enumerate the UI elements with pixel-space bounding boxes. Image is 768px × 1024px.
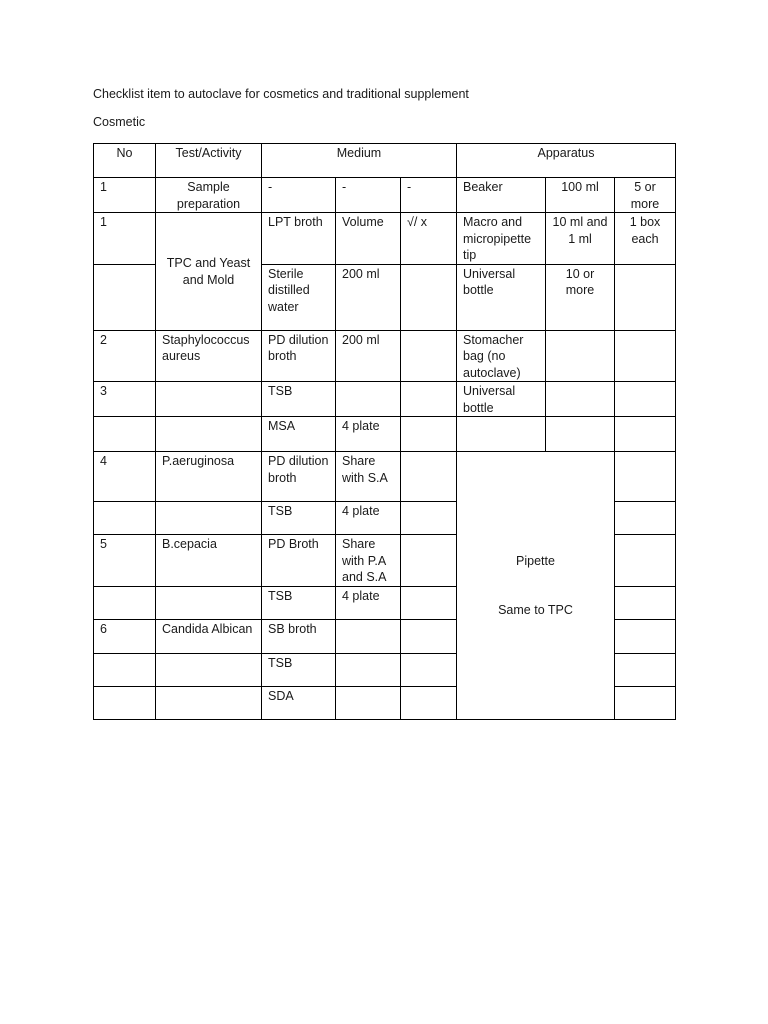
cell-apparatus-size bbox=[546, 417, 615, 452]
cell-apparatus-size: 10 or more bbox=[546, 264, 615, 330]
header-medium: Medium bbox=[262, 144, 457, 178]
cell-medium-check bbox=[401, 586, 457, 619]
cell-apparatus: Macro and micropipette tip bbox=[457, 213, 546, 265]
cell-no bbox=[94, 586, 156, 619]
cell-no: 3 bbox=[94, 382, 156, 417]
cell-medium-amount: 4 plate bbox=[336, 502, 401, 535]
cell-test bbox=[156, 502, 262, 535]
cell-test: P.aeruginosa bbox=[156, 452, 262, 502]
cell-medium-amount bbox=[336, 619, 401, 653]
cell-apparatus-qty: 5 or more bbox=[615, 178, 676, 213]
cell-no: 1 bbox=[94, 178, 156, 213]
cell-apparatus-qty: 1 box each bbox=[615, 213, 676, 265]
table-row bbox=[94, 178, 676, 213]
cell-test: Sample preparation bbox=[156, 178, 262, 213]
cell-apparatus-size bbox=[546, 330, 615, 382]
cell-medium-amount: 4 plate bbox=[336, 586, 401, 619]
cell-medium-check bbox=[401, 452, 457, 502]
cell-medium: Sterile distilled water bbox=[262, 264, 336, 330]
cell-medium-amount bbox=[336, 382, 401, 417]
cell-medium-amount bbox=[336, 653, 401, 686]
cell-medium: LPT broth bbox=[262, 213, 336, 265]
cell-medium-amount: 200 ml bbox=[336, 264, 401, 330]
cell-apparatus-qty bbox=[615, 264, 676, 330]
cell-apparatus-qty bbox=[615, 452, 676, 502]
cell-medium-check: √/ x bbox=[401, 213, 457, 265]
cell-apparatus: Stomacher bag (no autoclave) bbox=[457, 330, 546, 382]
table-row bbox=[94, 417, 676, 452]
cell-medium: MSA bbox=[262, 417, 336, 452]
cell-no bbox=[94, 417, 156, 452]
cell-apparatus-qty bbox=[615, 382, 676, 417]
cell-medium: PD dilution broth bbox=[262, 330, 336, 382]
cell-medium: SDA bbox=[262, 686, 336, 719]
cell-medium: PD dilution broth bbox=[262, 452, 336, 502]
header-test-activity: Test/Activity bbox=[156, 144, 262, 178]
cell-no bbox=[94, 653, 156, 686]
cell-no bbox=[94, 686, 156, 719]
cell-medium-amount bbox=[336, 686, 401, 719]
cell-medium-amount: Share with S.A bbox=[336, 452, 401, 502]
cell-medium-amount: 4 plate bbox=[336, 417, 401, 452]
cell-test bbox=[156, 653, 262, 686]
cell-no: 1 bbox=[94, 213, 156, 265]
cell-medium-check bbox=[401, 330, 457, 382]
header-apparatus: Apparatus bbox=[457, 144, 676, 178]
cell-medium-check bbox=[401, 619, 457, 653]
cell-medium-check bbox=[401, 535, 457, 587]
cell-apparatus-qty bbox=[615, 619, 676, 653]
cell-medium-check bbox=[401, 502, 457, 535]
cell-medium: - bbox=[262, 178, 336, 213]
table-header-row bbox=[94, 144, 676, 178]
cell-test: B.cepacia bbox=[156, 535, 262, 587]
cell-no bbox=[94, 502, 156, 535]
cell-test bbox=[156, 417, 262, 452]
table-row bbox=[94, 213, 676, 265]
cell-test bbox=[156, 686, 262, 719]
document-title: Checklist item to autoclave for cosmetics and traditional supplement bbox=[93, 87, 469, 101]
cell-no: 2 bbox=[94, 330, 156, 382]
cell-apparatus-qty bbox=[615, 686, 676, 719]
table-row bbox=[94, 382, 676, 417]
cell-apparatus-size bbox=[546, 382, 615, 417]
pipette-label: Pipette bbox=[516, 553, 555, 568]
cell-medium-check: - bbox=[401, 178, 457, 213]
cell-medium-check bbox=[401, 382, 457, 417]
cell-medium: TSB bbox=[262, 382, 336, 417]
cell-no: 4 bbox=[94, 452, 156, 502]
cell-test bbox=[156, 586, 262, 619]
cell-test: TPC and Yeast and Mold bbox=[156, 213, 262, 331]
cell-medium-amount: 200 ml bbox=[336, 330, 401, 382]
cell-medium: PD Broth bbox=[262, 535, 336, 587]
cell-apparatus: Universal bottle bbox=[457, 264, 546, 330]
cell-medium-check bbox=[401, 417, 457, 452]
cell-medium-amount: - bbox=[336, 178, 401, 213]
table-row bbox=[94, 452, 676, 502]
cell-medium-check bbox=[401, 264, 457, 330]
cell-medium-amount: Share with P.A and S.A bbox=[336, 535, 401, 587]
cell-medium: SB broth bbox=[262, 619, 336, 653]
table-row bbox=[94, 330, 676, 382]
cell-test: Candida Albican bbox=[156, 619, 262, 653]
cell-apparatus: Beaker bbox=[457, 178, 546, 213]
cell-apparatus-qty bbox=[615, 653, 676, 686]
cell-apparatus-size: 100 ml bbox=[546, 178, 615, 213]
cell-medium-amount: Volume bbox=[336, 213, 401, 265]
cell-medium: TSB bbox=[262, 586, 336, 619]
cell-no: 5 bbox=[94, 535, 156, 587]
cell-test bbox=[156, 382, 262, 417]
cell-apparatus-qty bbox=[615, 502, 676, 535]
cell-apparatus-qty bbox=[615, 535, 676, 587]
cell-medium-check bbox=[401, 653, 457, 686]
cell-no: 6 bbox=[94, 619, 156, 653]
section-heading: Cosmetic bbox=[93, 115, 146, 129]
cell-apparatus-qty bbox=[615, 417, 676, 452]
cell-apparatus-size: 10 ml and 1 ml bbox=[546, 213, 615, 265]
cell-medium: TSB bbox=[262, 653, 336, 686]
cell-apparatus-qty bbox=[615, 330, 676, 382]
cell-no bbox=[94, 264, 156, 330]
header-no: No bbox=[94, 144, 156, 178]
pipette-note: Same to TPC bbox=[498, 603, 573, 618]
cell-apparatus: Universal bottle bbox=[457, 382, 546, 417]
cell-apparatus bbox=[457, 417, 546, 452]
pipette-merged-cell bbox=[457, 452, 615, 720]
autoclave-checklist-table bbox=[93, 143, 676, 720]
cell-medium-check bbox=[401, 686, 457, 719]
cell-medium: TSB bbox=[262, 502, 336, 535]
cell-apparatus-qty bbox=[615, 586, 676, 619]
cell-test: Staphylococcus aureus bbox=[156, 330, 262, 382]
